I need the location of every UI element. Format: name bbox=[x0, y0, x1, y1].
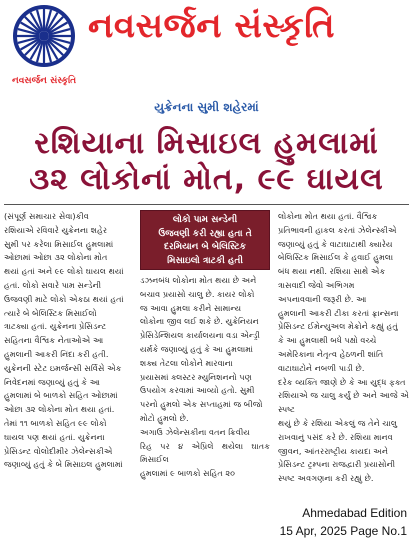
article-line: હુમલામાં બે બાળકો સહિત ઓછામાં bbox=[4, 390, 118, 401]
article-column-3 bbox=[278, 210, 409, 500]
newspaper-title: નવસર્જન સંસ્કૃતિ bbox=[88, 6, 335, 46]
article-line: જણાવ્યું હતું કે બે મિસાઇલ હુમલામાં bbox=[4, 459, 123, 470]
article-line: ત્યારે બે બેલિસ્ટિક મિસાઈલો bbox=[4, 307, 97, 318]
article-line: પ્રતિભાવની હાકલ કરતાં ઝેલેન્સ્કીએ bbox=[278, 224, 397, 235]
article-column-1 bbox=[4, 210, 132, 500]
article-line: થયાં હતાં અને ૯૯ લોકો ઘાયલ થયાં bbox=[4, 266, 124, 277]
article-kicker: યુક્રેનના સુમી શહેરમાં bbox=[154, 100, 259, 114]
article-line: ત્રાસવાદી જેવો અભિગમ bbox=[278, 279, 355, 290]
article-line: રશિયાએ જ ચાલુ કર્યું છે અને આજે એ સ્પષ્ટ bbox=[278, 390, 409, 415]
pull-quote-line: દરમિયાન બે બેલિસ્ટિક bbox=[164, 242, 246, 252]
article-line: તેમાં ૧૧ બાળકો સહિત ૯૯ લોકો bbox=[4, 417, 107, 428]
newspaper-subtitle: નવસર્જન સંસ્કૃતિ bbox=[12, 76, 77, 86]
pull-quote-line: લોકો પામ સન્ડેની bbox=[172, 215, 238, 225]
pull-quote-box bbox=[140, 210, 270, 270]
article-line: અમેરિકાના નેતૃત્વ હેઠળની શાંતિ bbox=[278, 348, 384, 359]
article-line: જ આવા હુમલા કરીને સામાન્ય bbox=[140, 302, 242, 313]
masthead bbox=[0, 0, 413, 96]
article-line: વાટાઘાટોને નબળી પાડી છે. bbox=[278, 362, 365, 373]
article-line: હુમલાની આકરી ટીકા કરતાં ફ્રાન્સના bbox=[278, 307, 399, 318]
article-line: સુમી પર કરેલા મિસાઈલ હુમલામાં bbox=[4, 238, 114, 249]
article-line: પ્રેસિડન્ટ વોલોદીમીર ઝેલેન્સકીએ bbox=[4, 445, 113, 456]
article-line: જણાવ્યું હતું કે વાટાઘાટાથી ક્યારેય bbox=[278, 238, 393, 249]
article-line: થયું છે કે રશિયા એકલું જ તેને ચાલુ bbox=[278, 417, 398, 428]
article-line: ત્રાટક્યા હતાં. યુક્રેનના પ્રેસિડન્ટ bbox=[4, 321, 107, 332]
article-line: પ્રયાસમાં ક્લસ્ટર મ્યુનિશનનો પણ bbox=[140, 371, 252, 382]
article-line: મોટો હુમલો છે. bbox=[140, 412, 189, 423]
article-line: લોકોના જીવ લઈ શકે છે. યુક્રેનિયન bbox=[140, 316, 259, 327]
article-line: યુક્રેનની સ્ટેટ ઇમર્જન્સી સર્વિસે એક bbox=[4, 362, 122, 373]
article-line: ઉજવણી માટે લોકો એકઠા થયાં હતાં bbox=[4, 293, 124, 304]
article-line: ઓછામાં ઓછા ૩૨ લોકોના મોત bbox=[4, 252, 108, 263]
article-line: હુમલામાં ૯ બાળકો સહિત ૨૦ bbox=[140, 468, 236, 479]
edition-label: Ahmedabad Edition bbox=[302, 506, 407, 520]
article-line: પ્રેસિડેન્શિયલ કાર્યાલયના વડા એન્ડ્રી bbox=[140, 330, 260, 341]
article-line: (સંપૂર્ણ સમાચાર સેવા)કીવ bbox=[4, 211, 89, 221]
article-line: સ્પષ્ટ અવગણના કરી રહ્યું છે. bbox=[278, 473, 374, 484]
headline-line-1: રશિયાના મિસાઇલ હુમલામાં bbox=[34, 126, 379, 161]
article-line: ઘાયલ પણ થયાં હતાં. યુક્રેનના bbox=[4, 431, 105, 442]
pull-quote-line: મિસાઇલો ત્રાટકી હતી bbox=[167, 255, 243, 266]
article-line: જીવન, આંતરરાષ્ટ્રીય કાયદા અને bbox=[278, 445, 389, 456]
article-line: ડઝનબંધ લોકોના મોત થયા છે અને bbox=[140, 275, 257, 285]
article-line: પ્રેસિડન્ટ ઈમેન્યુઅલ મેક્રોને કહ્યું હતું bbox=[278, 321, 398, 332]
article-line: પ્રેસિડન્ટ ટ્રમ્પના રાજદ્વારી પ્રયાસોની bbox=[278, 459, 396, 470]
article-column-2 bbox=[140, 274, 270, 500]
article-line: દરેક વ્યક્તિ જાણે છે કે આ યુદ્ધ ફક્ત bbox=[278, 376, 406, 387]
article-line: બેલિસ્ટિક મિસાઈલ કે હવાઈ હુમલા bbox=[278, 252, 394, 263]
article-line: રિહ પર ૪ એપ્રિલે થયેલા ઘાતક મિસાઈલ bbox=[140, 440, 270, 465]
article-line: હતાં. લોકો સવારે પામ સન્ડેની bbox=[4, 279, 102, 290]
article-line: ઉપયોગ કરવામાં આવ્યો હતો. સુમી bbox=[140, 385, 255, 396]
article-line: પરનો હુમલો એક સપ્તાહમાં જ બીજો bbox=[140, 399, 263, 410]
article-line: અપનાવવાની જરૂરી છે. આ bbox=[278, 293, 367, 304]
article-line: બચાવ પ્રયાસો ચાલુ છે. કાયર લોકો bbox=[140, 288, 255, 299]
ashoka-chakra-icon bbox=[12, 4, 76, 68]
article-line: લોકોના મોત થયા હતાં. વૈશ્વિક bbox=[278, 211, 378, 221]
article-line: અગાઉ ઝેલેન્સકીના વતન ક્રિવીય bbox=[140, 426, 250, 437]
article-line: નિવેદનમાં જણાવ્યું હતું કે આ bbox=[4, 376, 101, 387]
pull-quote-line: ઉજવણી કરી રહ્યા હતા તે bbox=[158, 228, 252, 239]
article-line: રશિયાએ રવિવારે યુક્રેનના શહેર bbox=[4, 224, 108, 235]
article-line: હુમલાની આકરી નિંદા કરી હતી. bbox=[4, 348, 109, 359]
article-line: કે આ હુમલાથી બધે પક્ષો વચ્ચે bbox=[278, 335, 377, 346]
article-line: સહિતના વૈશ્વિક નેતાઓએ આ bbox=[4, 335, 104, 346]
date-page-label: 15 Apr, 2025 Page No.1 bbox=[279, 524, 407, 538]
headline-line-2: ૩૨ લોકોનાં મોત, ૯૯ ઘાયલ bbox=[29, 162, 384, 197]
article-line: રાખવાનું પસંદ કરે છે. રશિયા માનવ bbox=[278, 431, 393, 442]
article-line: યર્મકે જણાવ્યું હતું કે આ હુમલામાં bbox=[140, 343, 254, 354]
article-line: શક્ય તેટલા લોકોને મારવાના bbox=[140, 357, 233, 368]
article-line: ઓછા ૩૨ લોકોના મોત થયા હતાં. bbox=[4, 404, 115, 415]
article-line: બંધ થયા નથી. રશિયા સાથે એક bbox=[278, 266, 386, 277]
headline-divider bbox=[4, 204, 409, 205]
